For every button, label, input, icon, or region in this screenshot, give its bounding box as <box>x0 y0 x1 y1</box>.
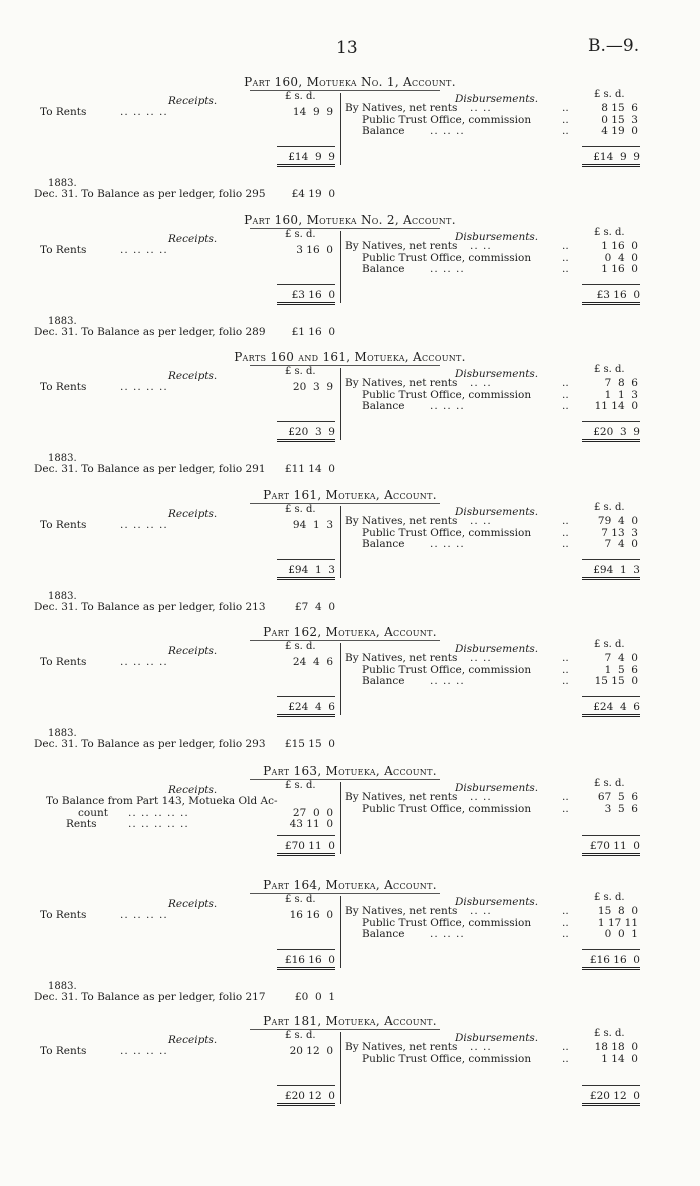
receipts-header: Receipts. <box>168 233 218 245</box>
balance-amount: £0 0 1 <box>294 991 335 1003</box>
total-rule-left <box>277 284 335 285</box>
money-header-left: £ s. d. <box>285 229 316 240</box>
balance-year: 1883. <box>48 178 77 189</box>
page-number: 13 <box>336 38 358 58</box>
disbursement-label: Public Trust Office, commission <box>362 251 532 264</box>
total-left: £94 1 3 <box>288 564 335 576</box>
disbursement-label: Public Trust Office, commission <box>362 388 532 401</box>
disbursement-amount: 0 0 1 <box>604 928 638 940</box>
account-title: Part 164, Motueka, Account. <box>263 878 437 892</box>
total-double-rule-left <box>277 302 335 305</box>
total-rule-left <box>277 421 335 422</box>
money-header-left: £ s. d. <box>285 641 316 652</box>
balance-line: Dec. 31. To Balance as per ledger, folio 213 <box>34 601 266 613</box>
disbursement-dots: .. <box>562 388 569 401</box>
disbursement-amount: 1 17 11 <box>597 916 638 929</box>
disbursement-dots: .. <box>562 1052 569 1065</box>
disbursement-dots: .. <box>562 675 569 687</box>
account-title: Part 181, Motueka, Account. <box>263 1014 437 1028</box>
series-code: B.—9. <box>588 36 640 56</box>
total-right: £3 16 0 <box>596 289 640 301</box>
disbursement-dots: .. <box>562 125 569 137</box>
total-double-rule-right <box>582 302 640 305</box>
disbursement-dots: .. <box>562 652 569 664</box>
disbursement-label: By Natives, net rents <box>345 240 458 252</box>
title-rule <box>250 893 440 894</box>
account-title: Parts 160 and 161, Motueka, Account. <box>234 350 466 364</box>
total-rule-left <box>277 696 335 697</box>
receipt-amount: 27 0 0 <box>292 806 333 819</box>
disbursement-label: By Natives, net rents <box>345 905 458 917</box>
balance-amount: £11 14 0 <box>284 463 335 475</box>
total-double-rule-left <box>277 439 335 442</box>
total-left: £20 3 9 <box>288 426 335 438</box>
disbursement-amount: 1 16 0 <box>601 240 638 252</box>
account-title: Part 160, Motueka No. 2, Account. <box>244 213 456 227</box>
disbursement-amount: 79 4 0 <box>597 515 638 527</box>
disbursement-label: By Natives, net rents <box>345 1041 458 1053</box>
disbursement-leaders: .. .. .. <box>430 928 465 940</box>
balance-amount: £4 19 0 <box>291 188 335 200</box>
title-rule <box>250 640 440 641</box>
balance-amount: £15 15 0 <box>284 738 335 750</box>
disbursement-label: Balance <box>362 400 405 412</box>
disbursement-dots: .. <box>562 791 569 803</box>
disbursement-dots: .. <box>562 102 569 114</box>
disbursements-header: Disbursements. <box>455 896 539 908</box>
money-header-right: £ s. d. <box>594 89 625 100</box>
disbursement-label: Balance <box>362 263 405 275</box>
money-header-right: £ s. d. <box>594 364 625 375</box>
balance-line: Dec. 31. To Balance as per ledger, folio 295 <box>34 188 266 200</box>
disbursement-label: Balance <box>362 928 405 940</box>
disbursement-label: Public Trust Office, commission <box>362 802 532 815</box>
receipts-header: Receipts. <box>168 508 218 520</box>
balance-line: Dec. 31. To Balance as per ledger, folio 291 <box>34 463 266 475</box>
disbursement-dots: .. <box>562 240 569 252</box>
money-header-left: £ s. d. <box>285 91 316 102</box>
balance-year: 1883. <box>48 316 77 327</box>
total-right: £70 11 0 <box>589 840 640 852</box>
disbursement-amount: 7 4 0 <box>604 538 638 550</box>
total-rule-right <box>582 559 640 560</box>
column-rule <box>340 643 341 715</box>
column-rule <box>340 506 341 578</box>
total-double-rule-left <box>277 853 335 856</box>
account-title: Part 161, Motueka, Account. <box>263 488 437 502</box>
total-left: £16 16 0 <box>284 954 335 966</box>
disbursement-label: By Natives, net rents <box>345 652 458 664</box>
account-title: Part 160, Motueka No. 1, Account. <box>244 75 456 89</box>
receipt-label: To Rents <box>40 1045 87 1057</box>
disbursement-leaders: .. .. .. <box>430 263 465 275</box>
title-rule <box>250 228 440 229</box>
disbursement-dots: .. <box>562 1041 569 1053</box>
disbursement-amount: 4 19 0 <box>601 125 638 137</box>
disbursements-header: Disbursements. <box>455 643 539 655</box>
disbursement-amount: 0 4 0 <box>604 251 638 264</box>
disbursement-leaders: .. .. <box>470 1041 492 1053</box>
disbursement-label: Public Trust Office, commission <box>362 526 532 539</box>
disbursement-dots: .. <box>562 663 569 676</box>
receipts-header: Receipts. <box>168 784 218 796</box>
disbursement-amount: 1 14 0 <box>601 1052 638 1065</box>
disbursement-label: Public Trust Office, commission <box>362 663 532 676</box>
total-left: £70 11 0 <box>284 840 335 852</box>
total-rule-right <box>582 949 640 950</box>
receipts-header: Receipts. <box>168 1034 218 1046</box>
total-left: £24 4 6 <box>288 701 335 713</box>
receipt-amount: 43 11 0 <box>289 818 333 830</box>
balance-amount: £1 16 0 <box>291 326 335 338</box>
disbursement-dots: .. <box>562 113 569 126</box>
disbursement-dots: .. <box>562 905 569 917</box>
total-right: £20 3 9 <box>593 426 640 438</box>
disbursement-leaders: .. .. <box>470 102 492 114</box>
receipts-header: Receipts. <box>168 370 218 382</box>
receipt-leaders: .. .. .. .. .. <box>128 818 189 830</box>
money-header-right: £ s. d. <box>594 778 625 789</box>
total-rule-left <box>277 559 335 560</box>
receipt-label: To Rents <box>40 244 87 256</box>
balance-year: 1883. <box>48 453 77 464</box>
disbursement-leaders: .. .. .. <box>430 400 465 412</box>
disbursement-amount: 7 13 3 <box>601 526 638 539</box>
disbursement-amount: 1 5 6 <box>604 663 638 676</box>
balance-line: Dec. 31. To Balance as per ledger, folio 293 <box>34 738 266 750</box>
receipt-label: To Rents <box>40 106 87 118</box>
total-double-rule-left <box>277 967 335 970</box>
disbursement-dots: .. <box>562 251 569 264</box>
disbursement-leaders: .. .. <box>470 791 492 803</box>
total-double-rule-right <box>582 1103 640 1106</box>
receipt-leaders: .. .. .. .. <box>120 381 168 393</box>
receipt-label: To Rents <box>40 656 87 668</box>
total-double-rule-left <box>277 577 335 580</box>
money-header-right: £ s. d. <box>594 639 625 650</box>
balance-year: 1883. <box>48 591 77 602</box>
disbursement-dots: .. <box>562 263 569 275</box>
receipt-amount: 94 1 3 <box>292 519 333 531</box>
disbursements-header: Disbursements. <box>455 93 539 105</box>
column-rule <box>340 1032 341 1104</box>
receipt-leaders: .. .. .. .. <box>120 909 168 921</box>
total-left: £20 12 0 <box>284 1090 335 1102</box>
disbursement-dots: .. <box>562 928 569 940</box>
disbursement-label: By Natives, net rents <box>345 515 458 527</box>
disbursement-label: Public Trust Office, commission <box>362 1052 532 1065</box>
title-rule <box>250 90 440 91</box>
money-header-left: £ s. d. <box>285 366 316 377</box>
total-rule-right <box>582 146 640 147</box>
disbursement-amount: 0 15 3 <box>601 113 638 126</box>
receipts-header: Receipts. <box>168 645 218 657</box>
money-header-right: £ s. d. <box>594 892 625 903</box>
title-rule <box>250 1029 440 1030</box>
disbursement-amount: 67 5 6 <box>597 791 638 803</box>
receipt-amount: 20 12 0 <box>289 1045 333 1057</box>
title-rule <box>250 365 440 366</box>
total-right: £20 12 0 <box>589 1090 640 1102</box>
receipt-label: To Balance from Part 143, Motueka Old Ac- <box>46 795 278 807</box>
total-double-rule-right <box>582 439 640 442</box>
total-rule-left <box>277 835 335 836</box>
total-double-rule-right <box>582 967 640 970</box>
disbursement-dots: .. <box>562 916 569 929</box>
money-header-right: £ s. d. <box>594 502 625 513</box>
receipts-header: Receipts. <box>168 95 218 107</box>
total-double-rule-left <box>277 714 335 717</box>
total-rule-left <box>277 1085 335 1086</box>
disbursement-amount: 18 18 0 <box>594 1041 638 1053</box>
money-header-left: £ s. d. <box>285 1030 316 1041</box>
disbursements-header: Disbursements. <box>455 1032 539 1044</box>
total-rule-left <box>277 949 335 950</box>
receipt-amount: 3 16 0 <box>296 244 333 256</box>
disbursement-leaders: .. .. .. <box>430 675 465 687</box>
disbursement-dots: .. <box>562 538 569 550</box>
balance-year: 1883. <box>48 981 77 992</box>
receipt-label: count <box>78 806 108 819</box>
column-rule <box>340 231 341 303</box>
account-title: Part 163, Motueka, Account. <box>263 764 437 778</box>
total-rule-right <box>582 696 640 697</box>
receipt-amount: 20 3 9 <box>292 381 333 393</box>
money-header-left: £ s. d. <box>285 894 316 905</box>
receipt-amount: 14 9 9 <box>292 106 333 118</box>
disbursement-label: By Natives, net rents <box>345 377 458 389</box>
disbursements-header: Disbursements. <box>455 782 539 794</box>
disbursement-label: By Natives, net rents <box>345 791 458 803</box>
disbursement-amount: 7 8 6 <box>604 377 638 389</box>
disbursements-header: Disbursements. <box>455 368 539 380</box>
total-rule-right <box>582 421 640 422</box>
disbursement-leaders: .. .. <box>470 240 492 252</box>
total-rule-right <box>582 835 640 836</box>
receipt-leaders: .. .. .. .. <box>120 656 168 668</box>
disbursements-header: Disbursements. <box>455 506 539 518</box>
disbursement-dots: .. <box>562 515 569 527</box>
receipt-label: To Rents <box>40 519 87 531</box>
total-right: £24 4 6 <box>593 701 640 713</box>
total-double-rule-right <box>582 164 640 167</box>
title-rule <box>250 503 440 504</box>
total-double-rule-left <box>277 164 335 167</box>
receipt-label: Rents <box>66 818 97 830</box>
receipt-leaders: .. .. .. .. <box>120 1045 168 1057</box>
disbursement-amount: 11 14 0 <box>594 400 638 412</box>
receipt-label: To Rents <box>40 381 87 393</box>
disbursement-amount: 8 15 6 <box>601 102 638 114</box>
column-rule <box>340 93 341 165</box>
disbursement-amount: 1 1 3 <box>604 388 638 401</box>
disbursement-leaders: .. .. .. <box>430 125 465 137</box>
receipt-leaders: .. .. .. .. .. <box>128 806 189 819</box>
column-rule <box>340 368 341 440</box>
total-left: £14 9 9 <box>288 151 335 163</box>
disbursement-amount: 15 15 0 <box>594 675 638 687</box>
disbursement-leaders: .. .. <box>470 377 492 389</box>
account-title: Part 162, Motueka, Account. <box>263 625 437 639</box>
money-header-right: £ s. d. <box>594 1028 625 1039</box>
money-header-left: £ s. d. <box>285 780 316 791</box>
total-right: £94 1 3 <box>593 564 640 576</box>
receipt-label: To Rents <box>40 909 87 921</box>
balance-amount: £7 4 0 <box>294 601 335 613</box>
total-right: £16 16 0 <box>589 954 640 966</box>
title-rule <box>250 779 440 780</box>
disbursement-amount: 3 5 6 <box>604 802 638 815</box>
disbursement-dots: .. <box>562 802 569 815</box>
receipt-leaders: .. .. .. .. <box>120 106 168 118</box>
disbursement-label: Public Trust Office, commission <box>362 916 532 929</box>
disbursement-label: Balance <box>362 675 405 687</box>
disbursement-dots: .. <box>562 400 569 412</box>
disbursement-amount: 1 16 0 <box>601 263 638 275</box>
total-double-rule-left <box>277 1103 335 1106</box>
disbursement-label: By Natives, net rents <box>345 102 458 114</box>
total-double-rule-right <box>582 853 640 856</box>
total-double-rule-right <box>582 577 640 580</box>
receipt-leaders: .. .. .. .. <box>120 519 168 531</box>
disbursement-label: Public Trust Office, commission <box>362 113 532 126</box>
disbursement-leaders: .. .. .. <box>430 538 465 550</box>
disbursement-dots: .. <box>562 377 569 389</box>
total-double-rule-right <box>582 714 640 717</box>
receipt-leaders: .. .. .. .. <box>120 244 168 256</box>
total-right: £14 9 9 <box>593 151 640 163</box>
receipt-amount: 16 16 0 <box>289 909 333 921</box>
disbursement-label: Balance <box>362 125 405 137</box>
column-rule <box>340 896 341 968</box>
receipt-amount: 24 4 6 <box>292 656 333 668</box>
disbursements-header: Disbursements. <box>455 231 539 243</box>
total-rule-right <box>582 284 640 285</box>
balance-line: Dec. 31. To Balance as per ledger, folio 217 <box>34 991 266 1003</box>
disbursement-dots: .. <box>562 526 569 539</box>
disbursement-leaders: .. .. <box>470 515 492 527</box>
balance-line: Dec. 31. To Balance as per ledger, folio 289 <box>34 326 266 338</box>
disbursement-amount: 7 4 0 <box>604 652 638 664</box>
money-header-right: £ s. d. <box>594 227 625 238</box>
disbursement-label: Balance <box>362 538 405 550</box>
column-rule <box>340 782 341 854</box>
money-header-left: £ s. d. <box>285 504 316 515</box>
disbursement-leaders: .. .. <box>470 652 492 664</box>
balance-year: 1883. <box>48 728 77 739</box>
total-rule-right <box>582 1085 640 1086</box>
disbursement-amount: 15 8 0 <box>597 905 638 917</box>
disbursement-leaders: .. .. <box>470 905 492 917</box>
total-rule-left <box>277 146 335 147</box>
total-left: £3 16 0 <box>291 289 335 301</box>
receipts-header: Receipts. <box>168 898 218 910</box>
